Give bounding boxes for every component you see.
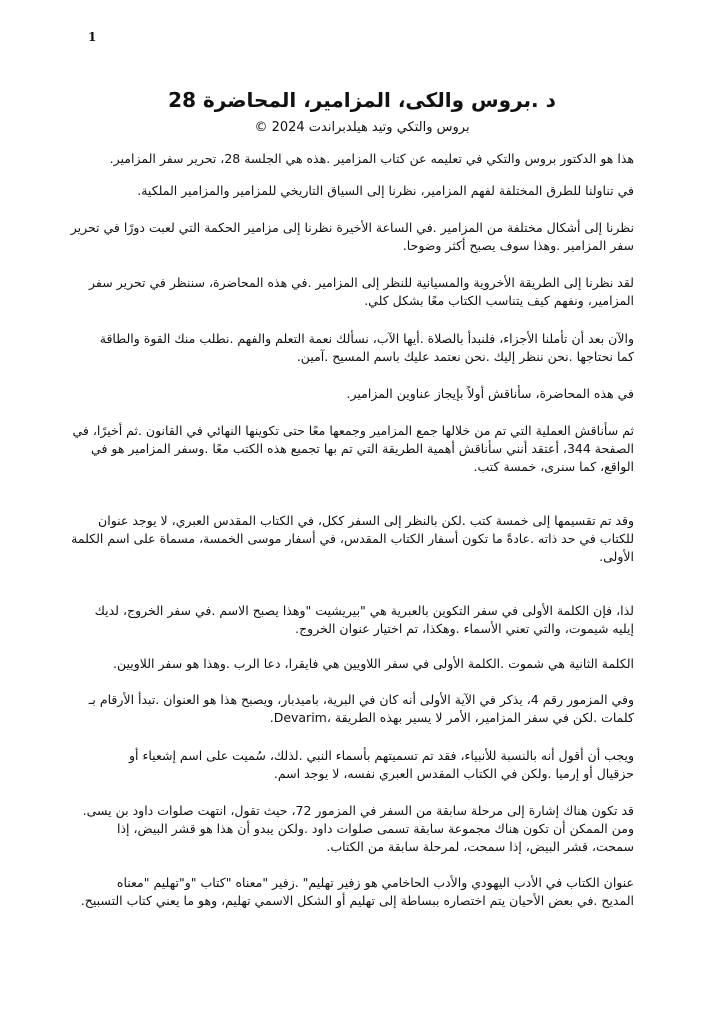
paragraph: [96, 385, 634, 403]
text-line: وفي المزمور رقم 4، يذكر في الآية الأولى أنه كان في البرية، باميدبار، ويصبح هذا هو العنوان .تبدأ الأرقام بـ: [88, 692, 634, 707]
paragraph: [89, 274, 634, 310]
text-line: سمحت، قشر البيض، إذا سمحت، لمرحلة سابقة من الكتاب.: [326, 839, 634, 854]
text-line: لقد نظرنا إلى الطريقة الأخروية والمسيانية للنظر إلى المزامير .في هذه المحاضرة، سننظر في تحرير سفر: [89, 275, 634, 290]
text-line: الأولى.: [599, 549, 634, 564]
text-line: هذا هو الدكتور بروس والتكي في تعليمه عن كتاب المزامير .هذه هي الجلسة 28، تحرير سفر المزامير.: [109, 151, 634, 166]
text-line: حزقيال أو إرميا .ولكن في الكتاب المقدس العبري نفسه، لا يوجد اسم.: [273, 766, 634, 781]
text-line: لذا، فإن الكلمة الأولى في سفر التكوين بالعبرية هي "بيريشيت "وهذا يصبح الاسم .في سفر الخروج، لديك: [94, 603, 634, 618]
document-title: د .بروس والكى، المزامير، المحاضرة 28: [168, 88, 556, 112]
text-line: والآن بعد أن تأملنا الأجزاء، فلنبدأ بالصلاة .أيها الآب، نسألك نعمة التعلم والفهم .نطلب منك القوة والطاقة: [99, 331, 634, 346]
text-line: كلمات .لكن في سفر المزامير، الأمر لا يسير بهذه الطريقة ،Devarim.: [269, 710, 634, 725]
page-number: 1: [88, 30, 97, 44]
text-line: إيليه شيموت، والتي تعني الأسماء .وهكذا، تم اختيار عنوان الخروج.: [295, 621, 634, 636]
text-line: عنوان الكتاب في الأدب اليهودي والأدب الحاخامي هو زفير تهليم" .زفير "معناه "كتاب "و"تهليم "معناه: [116, 875, 634, 890]
paragraph: [96, 182, 634, 200]
text-line: نظرنا إلى أشكال مختلفة من المزامير .في الساعة الأخيرة نظرنا إلى مزامير الحكمة التي لعبت دورًا في تحرير: [70, 220, 634, 235]
text-line: في تناولنا للطرق المختلفة لفهم المزامير، نظرنا إلى السياق التاريخي للمزامير والمزامير الملكية.: [137, 183, 634, 198]
text-line: المديح .في بعض الأحيان يتم اختصاره ببساطة إلى تهليم أو الشكل الاسمي تهليم، وهو ما يعني كتاب التسبيح.: [80, 893, 634, 908]
document-subtitle: بروس والتكي وتيد هيلدبراندت 2024 ©: [254, 120, 470, 135]
paragraph: [96, 330, 634, 366]
paragraph: [80, 874, 634, 910]
text-line: ويجب أن أقول أنه بالنسبة للأنبياء، فقد تم تسميتهم بأسماء النبي .لذلك، سُميت على اسم إشعياء أو: [129, 748, 634, 763]
paragraph: [70, 219, 634, 255]
text-line: سفر المزامير .وهذا سوف يصبح أكثر وضوحا.: [402, 238, 634, 253]
text-line: ثم سأناقش العملية التي تم من خلالها جمع المزامير وجمعها معًا حتى تكوينها النهائي في القانون .ثم أخيرًا، في: [72, 423, 634, 438]
text-line: الواقع، كما سنرى، خمسة كتب.: [473, 459, 634, 474]
paragraph: [71, 512, 634, 566]
text-line: المزامير، ونفهم كيف يتناسب الكتاب معًا بشكل كلي.: [364, 293, 634, 308]
paragraph: [88, 691, 634, 727]
text-line: قد تكون هناك إشارة إلى مرحلة سابقة من السفر في المزمور 72، حيث تقول، انتهت صلوات داود بن يسى.: [82, 803, 634, 818]
text-line: وقد تم تقسيمها إلى خمسة كتب .لكن بالنظر إلى السفر ككل، في الكتاب المقدس العبري، لا يوجد عنوان: [98, 513, 634, 528]
text-line: للكتاب في حد ذاته .عادةً ما تكون أسفار الكتاب المقدس، في أسفار موسى الخمسة، مسماة على اسم الكلمة: [71, 531, 634, 546]
text-line: الصفحة 344، أعتقد أنني سأناقش أهمية الطريقة التي تم بها تجميع هذه الكتب معًا .وسفر المزامير هو في: [91, 441, 634, 456]
paragraph: [96, 602, 634, 638]
paragraph: [82, 802, 634, 856]
text-line: كما نحتاجها .نحن ننظر إليك .نحن نعتمد عليك باسم المسيح .آمين.: [296, 349, 634, 364]
text-line: ومن الممكن أن تكون هناك مجموعة سابقة تسمى صلوات داود .ولكن يبدو أن هذا هو قشر البيض، إذا: [117, 821, 634, 836]
paragraph: [96, 747, 634, 783]
text-line: الكلمة الثانية هي شموت .الكلمة الأولى في سفر اللاويين هي فايقرا، دعا الرب .وهذا هو سفر اللاويين.: [113, 656, 634, 671]
paragraph: [96, 150, 634, 168]
paragraph: [96, 655, 634, 673]
paragraph: [72, 422, 634, 476]
text-line: في هذه المحاضرة، سأناقش أولاً بإيجاز عناوين المزامير.: [346, 386, 634, 401]
